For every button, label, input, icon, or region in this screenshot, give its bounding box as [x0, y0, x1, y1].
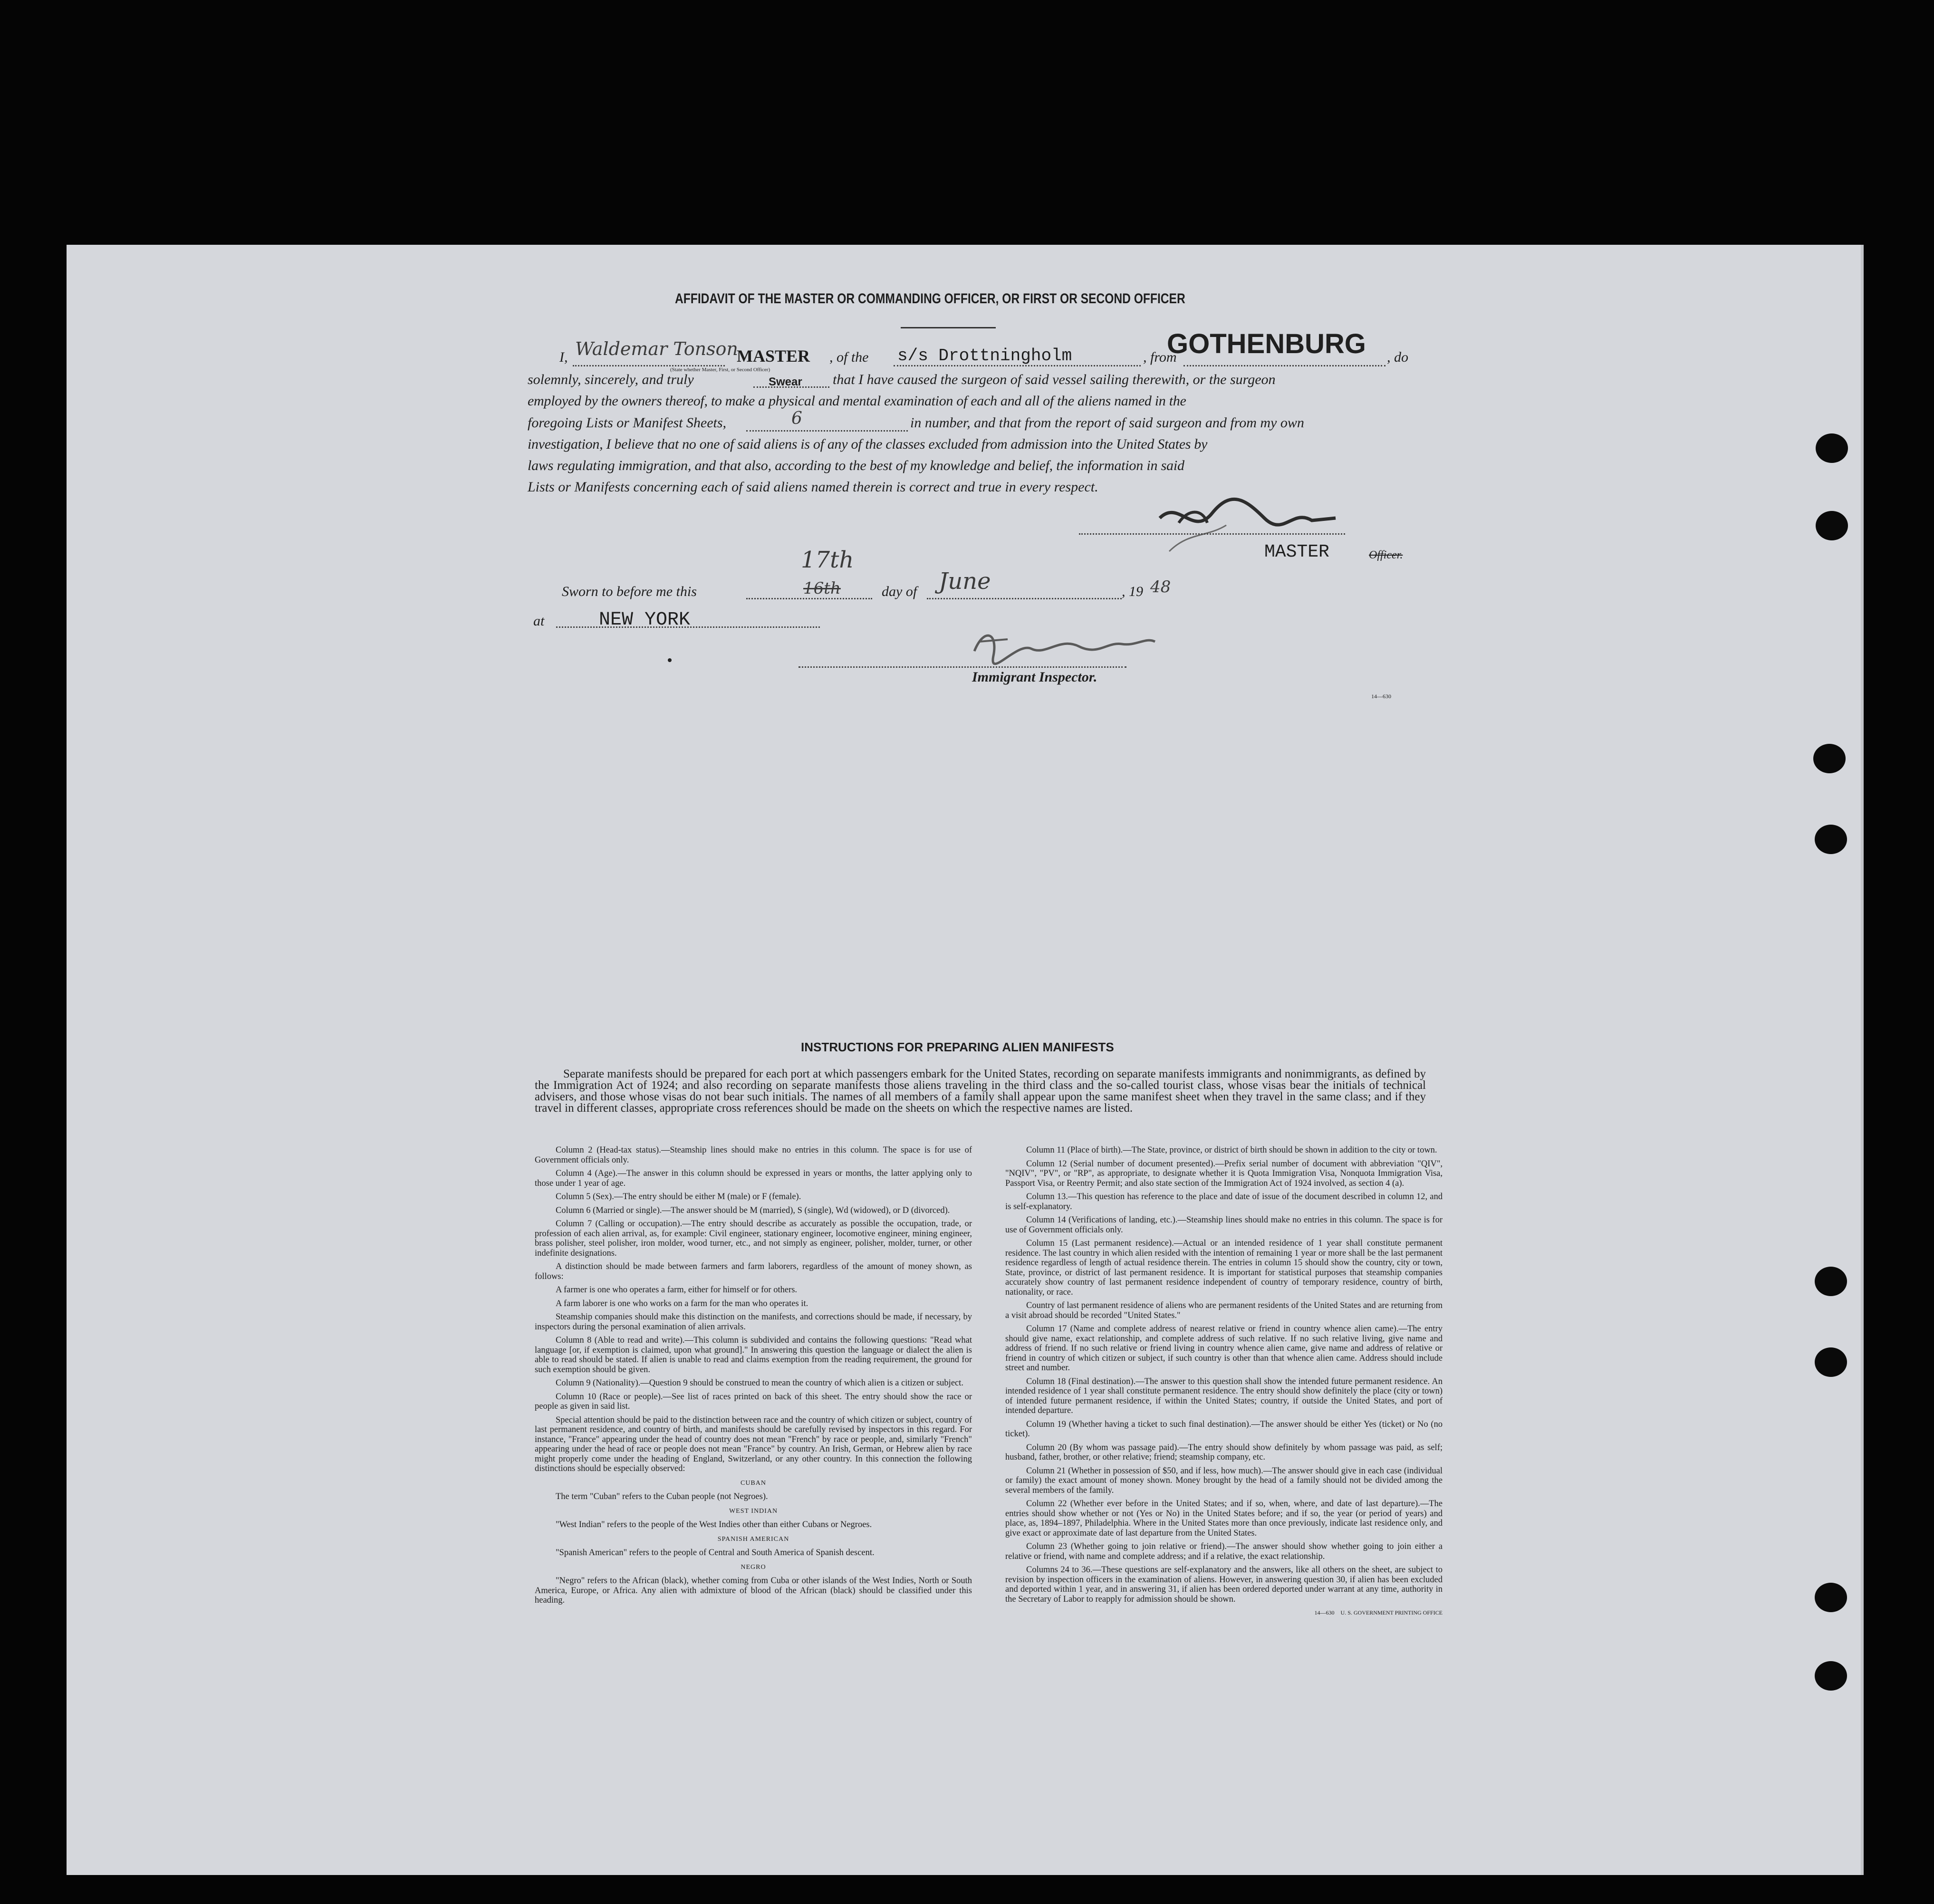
- instruction-paragraph: Column 13.—This question has reference to the place and date of issue of the document described in column 12, and is self-explanatory.: [1005, 1192, 1443, 1212]
- printing-footer: [1005, 1608, 1443, 1618]
- punch-hole: [1815, 1583, 1847, 1612]
- rank: MASTER: [737, 346, 810, 365]
- instruction-paragraph: A farm laborer is one who works on a farm for the man who operates it.: [556, 1298, 808, 1308]
- of-the-label: , of the: [829, 349, 869, 365]
- inspector-title: Immigrant Inspector.: [972, 669, 1097, 685]
- instruction-paragraph: Column 17 (Name and complete address of nearest relative or friend in country whence alien came).—The entry should give name, exact relationship, and complete address of such relative. If no such relative living, give name and address of friend. If no such relative or friend living in country whence alien came, give name and address of relative or friend in country of which citizen or subject, if such country is other than that whence alien came. Address should include street and number.: [1005, 1324, 1443, 1373]
- instruction-paragraph: Column 18 (Final destination).—The answer to this question shall show the intended future permanent residence. An intended residence of 1 year shall constitute permanent residence. The entry should show definitely the place (city or town) of intended future permanent residence, if within the United States; country, if outside the United States, and port of intended departure.: [1005, 1376, 1443, 1415]
- inspector-signature-line: [799, 666, 1126, 668]
- affidavit-line5: investigation, I believe that no one of said aliens is of any of the classes excluded from admission into the United States by: [528, 436, 1208, 452]
- dot-mark: [668, 658, 672, 662]
- port-line: [1183, 365, 1386, 366]
- cuban-heading: CUBAN: [740, 1479, 766, 1487]
- year-prefix: , 19: [1122, 584, 1143, 599]
- affidavit-line4-a: foregoing Lists or Manifest Sheets,: [528, 415, 727, 431]
- cuban-text: The term "Cuban" refers to the Cuban people (not Negroes).: [556, 1492, 768, 1501]
- instruction-paragraph: Steamship companies should make this distinction on the manifests, and corrections should be made, if necessary, by inspectors during the personal examination of alien arrivals.: [535, 1312, 972, 1332]
- instruction-paragraph: Column 9 (Nationality).—Question 9 should be construed to mean the country of which alien is a citizen or subject.: [556, 1378, 964, 1388]
- instruction-paragraph: Column 20 (By whom was passage paid).—The entry should show definitely by whom passage was paid, as self; husband, father, brother, or other relative; friend; steamship company, etc.: [1005, 1442, 1443, 1462]
- instruction-paragraph: Column 11 (Place of birth).—The State, province, or district of birth should be shown in addition to the city or town.: [1026, 1145, 1437, 1155]
- affidavit-line2-b: that I have caused the surgeon of said vessel sailing therewith, or the surgeon: [833, 372, 1276, 387]
- master-name-line: [573, 365, 725, 366]
- master-name: Waldemar Tonson: [575, 338, 738, 359]
- west-indian-text: "West Indian" refers to the people of the West Indies other than either Cubans or Negroes.: [556, 1520, 872, 1529]
- day-line: [746, 598, 872, 599]
- month: June: [939, 568, 991, 595]
- instruction-paragraph: Column 23 (Whether going to join relative or friend).—The answer should show whether going to join either a relative or friend, with name and complete address; and if a relative, the exact relationship.: [1005, 1542, 1443, 1561]
- punch-hole: [1815, 1661, 1847, 1691]
- vessel-name: s/s Drottningholm: [897, 346, 1072, 365]
- punch-hole: [1813, 744, 1846, 773]
- punch-hole: [1816, 433, 1848, 463]
- month-line: [927, 598, 1122, 599]
- instructions-columns: [535, 1145, 1443, 1618]
- west-indian-heading: WEST INDIAN: [729, 1507, 778, 1515]
- instruction-paragraph: Country of last permanent residence of aliens who are permanent residents of the United States and are returning from a visit abroad should be recorded "United States.": [1005, 1301, 1443, 1320]
- master-signature-line: [1079, 533, 1345, 535]
- affidavit-line2-a: solemnly, sincerely, and truly: [528, 372, 694, 387]
- signature-officer: Officer.: [1369, 549, 1403, 561]
- instructions-title: INSTRUCTIONS FOR PREPARING ALIEN MANIFESTS: [801, 1040, 1114, 1054]
- sheets-count: 6: [791, 409, 802, 428]
- punch-hole: [1815, 1347, 1847, 1377]
- instruction-paragraph: Column 14 (Verifications of landing, etc.).—Steamship lines should make no entries in this column. The space is for use of Government officials only.: [1005, 1215, 1443, 1235]
- spanish-american-text: "Spanish American" refers to the people of Central and South America of Spanish descent.: [556, 1548, 875, 1558]
- instruction-paragraph: Column 2 (Head-tax status).—Steamship lines should make no entries in this column. The space is for use of Government officials only.: [535, 1145, 972, 1165]
- instruction-paragraph: Column 8 (Able to read and write).—This column is subdivided and contains the following questions: "Read what language [or, if exemption is claimed, upon what ground]." In answering this question the language or dialect the alien is able to read should be stated. If alien is unable to read and claims exemption from the reading requirement, the ground for such exemption should be given.: [535, 1336, 972, 1375]
- negro-heading: NEGRO: [741, 1563, 766, 1571]
- punch-hole: [1815, 1267, 1847, 1296]
- instructions-intro: Separate manifests should be prepared for each port at which passengers embark for the United States, recording on separate manifests immigrants and nonimmigrants, as defined by the Immigration Act of 1924; and also recording on separate manifests those aliens traveling in the third class and the so-called tourist class, whose visas bear the initials of technical advisers, and those whose visas do not bear such initials. The names of all members of a family shall appear upon the same manifest sheet when they travel in the same class; and if they travel in different classes, appropriate cross references should be made on the sheets on which the respective names are listed.: [535, 1067, 1426, 1115]
- instruction-paragraph: Column 15 (Last permanent residence).—Actual or an intended residence of 1 year shall constitute permanent residence. The last country in which alien resided with the intention of remaining 1 year or more shall be the last permanent residence regardless of length of actual residence therein. The entries in column 15 should show the country, city or town, State, province, or district of last permanent residence. It is important for statistical purposes that steamship companies accurately show country of last permanent residence independent of country of temporary residence, country of birth, nationality, or race.: [1005, 1239, 1443, 1297]
- do-label: , do: [1387, 349, 1408, 365]
- instruction-paragraph: Column 10 (Race or people).—See list of races printed on back of this sheet. The entry should show the race or people as given in said list.: [535, 1392, 972, 1411]
- from-label: , from: [1143, 349, 1177, 365]
- instruction-paragraph: Column 6 (Married or single).—The answer should be M (married), S (single), Wd (widowed), or D (divorced).: [556, 1205, 950, 1215]
- instruction-paragraph: Column 12 (Serial number of document presented).—Prefix serial number of document with abbreviation "QIV", "NQIV", "PV", or "RP", as appropriate, to designate whether it is Quota Immigration Visa, Nonquota Immigration Visa, Passport Visa, or Reentry Permit; and also state section of the Immigration Act of 1924 involved, as section 4 (a).: [1005, 1159, 1443, 1188]
- at-label: at: [533, 613, 545, 629]
- title-rule: [901, 327, 996, 328]
- instruction-paragraph: Columns 24 to 36.—These questions are self-explanatory and the answers, like all others on the sheet, are subject to revision by inspection officers in the examination of aliens. However, in answering question 30, if alien has been excluded and deported within 1 year, and in answering 31, if alien has been ordered deported under warrant at any time, authority in the Secretary of Labor to reapply for admission should be shown.: [1005, 1565, 1443, 1604]
- instruction-paragraph: Column 4 (Age).—The answer in this column should be expressed in years or months, the latter applying only to those under 1 year of age.: [535, 1169, 972, 1188]
- instruction-paragraph: Column 7 (Calling or occupation).—The entry should describe as accurately as possible the occupation, trade, or profession of each alien arrival, as, for example: Civil engineer, stationary engineer, locomotive engineer, mining engineer, brass polisher, steel polisher, iron molder, wood turner, etc., and not simply as engineer, polisher, molder, turner, or other indefinite designations.: [535, 1219, 972, 1258]
- instruction-paragraph: A farmer is one who operates a farm, either for himself or for others.: [556, 1285, 798, 1295]
- punch-hole: [1816, 511, 1848, 540]
- instruction-paragraph: Column 21 (Whether in possession of $50, and if less, how much).—The answer should give in each case (individual or family) the exact amount of money shown. Money brought by the head of a family should not be divided among the several members of the family.: [1005, 1466, 1443, 1495]
- negro-text: "Negro" refers to the African (black), whether coming from Cuba or other islands of the West Indies, North or South America, Europe, or Africa. Any alien with admixture of blood of the African (black) should be classified under this heading.: [535, 1576, 972, 1605]
- footer-office: U. S. GOVERNMENT PRINTING OFFICE: [1340, 1609, 1443, 1616]
- instructions-left-column: [535, 1145, 972, 1618]
- instruction-paragraph: Column 22 (Whether ever before in the United States; and if so, when, where, and date of last departure).—The entries should show whether or not (Yes or No) in the United States before; and if so, the year (or period of years) and place, as, 1894–1897, Philadelphia. Where in the United States more than once previously, indicate last residence only, and give exact or approximate date of last departure from the United States.: [1005, 1499, 1443, 1538]
- affidavit-line4-b: in number, and that from the report of said surgeon and from my own: [910, 415, 1304, 431]
- year: 48: [1150, 577, 1171, 596]
- sworn-label: Sworn to before me this: [562, 584, 697, 599]
- place: NEW YORK: [599, 609, 691, 631]
- affidavit-line7: Lists or Manifests concerning each of said aliens named therein is correct and true in every respect.: [528, 479, 1098, 495]
- punch-hole: [1815, 825, 1847, 854]
- day-written: 17th: [801, 547, 854, 573]
- instructions-right-column: [1005, 1145, 1443, 1618]
- affidavit-title: AFFIDAVIT OF THE MASTER OR COMMANDING OFFICER, OR FIRST OR SECOND OFFICER: [675, 291, 1185, 307]
- form-code: 14—630: [1371, 693, 1391, 700]
- signature-rank: MASTER: [1264, 542, 1329, 562]
- spanish-american-heading: SPANISH AMERICAN: [717, 1535, 789, 1543]
- day-printed: 16th: [803, 579, 841, 598]
- instruction-paragraph: Column 5 (Sex).—The entry should be either M (male) or F (female).: [556, 1192, 801, 1202]
- rank-hint: (State whether Master, First, or Second Officer): [670, 367, 770, 373]
- instruction-paragraph: A distinction should be made between farmers and farm laborers, regardless of the amount of money shown, as follows:: [535, 1262, 972, 1281]
- sheets-line: [746, 430, 908, 432]
- instruction-paragraph: Column 19 (Whether having a ticket to such final destination).—The answer should be either Yes (ticket) or No (no ticket).: [1005, 1419, 1443, 1439]
- oath: Swear: [769, 375, 802, 388]
- affidavit-line6: laws regulating immigration, and that also, according to the best of my knowledge and belief, the information in said: [528, 458, 1184, 473]
- port-name: GOTHENBURG: [1167, 328, 1366, 359]
- footer-code: 14—630: [1314, 1609, 1335, 1616]
- affidavit-i-label: I,: [559, 349, 568, 365]
- day-of-label: day of: [882, 584, 917, 599]
- instruction-paragraph: Special attention should be paid to the distinction between race and the country of which citizen or subject, country of last permanent residence, and country of birth, and manifests should be carefully revised by inspectors in this regard. For instance, "France" appearing under the head of country does not mean "French" by race or people, and, similarly "French" appearing under the head of race or people does not mean "France" by country. An Irish, German, or Hebrew alien by race might properly come under the heading of England, Switzerland, or any other country. In this connection the following distinctions should be especially observed:: [535, 1415, 972, 1473]
- affidavit-line3: employed by the owners thereof, to make a physical and mental examination of each and all of the aliens named in the: [528, 393, 1186, 409]
